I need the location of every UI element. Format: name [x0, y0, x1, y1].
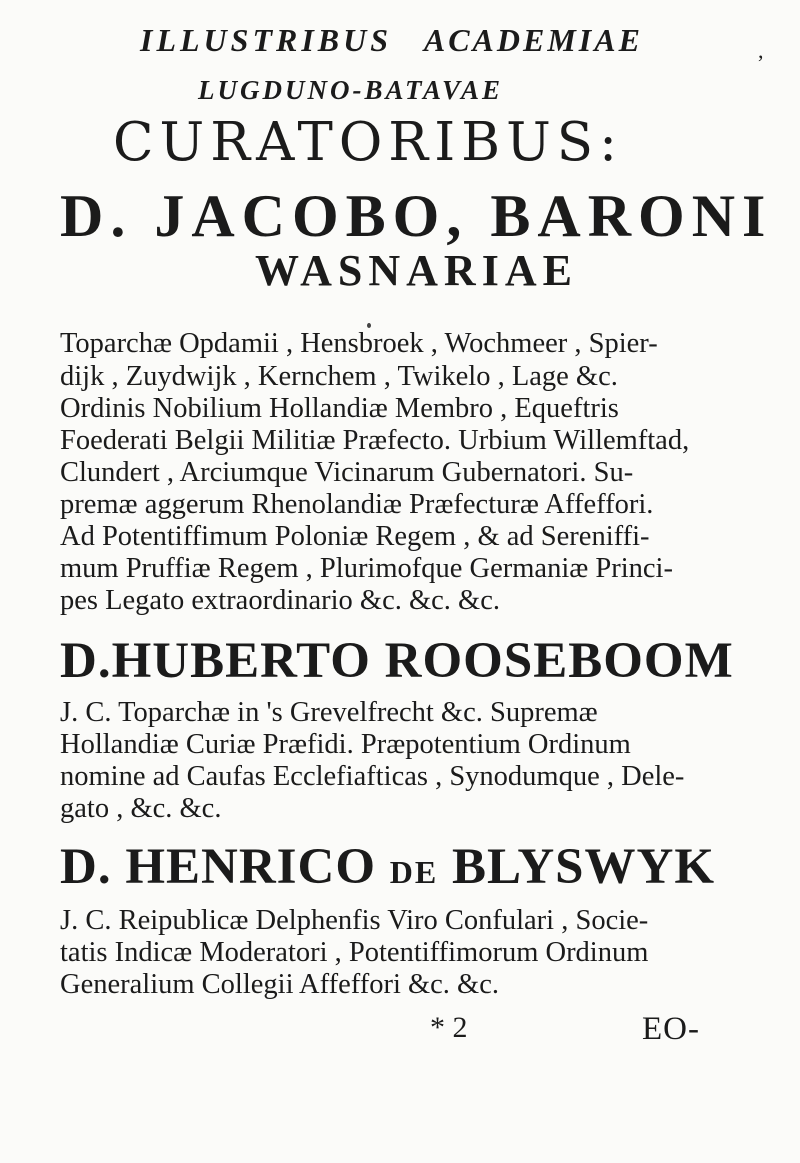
person2-line: nomine ad Caufas Ecclefiafticas , Synodumque , Dele-	[60, 761, 685, 792]
signature-mark: * 2	[430, 1011, 468, 1044]
header-illustribus: ILLUSTRIBUS	[140, 22, 393, 58]
person1-line: Foederati Belgii Militiæ Præfecto. Urbium Willemftad,	[60, 425, 690, 456]
header-lugduno: LUGDUNO-BATAVAE	[198, 75, 504, 105]
person3-line: J. C. Reipublicæ Delphenfis Viro Confulari , Socie-	[60, 905, 649, 936]
person1-line: Ordinis Nobilium Hollandiæ Membro , Equeftris	[60, 393, 619, 424]
person3-line: tatis Indicæ Moderatori , Potentiffimorum Ordinum	[60, 937, 649, 968]
person1-name-line1: D. JACOBO, BARONI	[60, 183, 773, 249]
person1-line: mum Pruffiæ Regem , Plurimofque Germaniæ Princi-	[60, 553, 673, 584]
header-line-1	[140, 22, 643, 59]
person1-line: Toparchæ Opdamii , Hensbroek , Wochmeer , Spier-	[60, 328, 658, 359]
person2-line: J. C. Toparchæ in 's Grevelfrecht &c. Supremæ	[60, 697, 598, 728]
header-academiae: ACADEMIAE	[423, 22, 643, 58]
person1-line: premæ aggerum Rhenolandiæ Præfecturæ Affeffori.	[60, 489, 654, 520]
person3-name-particle: DE	[389, 854, 439, 890]
person3-name	[60, 838, 715, 896]
person1-line: pes Legato extraordinario &c. &c. &c.	[60, 585, 500, 616]
person1-line: Clundert , Arciumque Vicinarum Gubernatori. Su-	[60, 457, 634, 488]
person2-line: gato , &c. &c.	[60, 793, 222, 824]
person1-name-line2: WASNARIAE	[255, 246, 578, 295]
person2-name: D.HUBERTO ROOSEBOOM	[60, 633, 734, 689]
dedication-heading: CURATORIBUS:	[113, 112, 623, 173]
person3-name-suffix: BLYSWYK	[451, 839, 716, 895]
catchword: EO-	[642, 1011, 700, 1047]
person3-name-prefix: D. HENRICO	[60, 839, 377, 895]
person1-line: Ad Potentiffimum Poloniæ Regem , & ad Sereniffi-	[60, 521, 650, 552]
person2-line: Hollandiæ Curiæ Præfidi. Præpotentium Ordinum	[60, 729, 631, 760]
printer-mark: ,	[758, 38, 764, 63]
person3-line: Generalium Collegii Affeffori &c. &c.	[60, 969, 499, 1000]
person1-line: dijk , Zuydwijk , Kernchem , Twikelo , Lage &c.	[60, 361, 618, 392]
